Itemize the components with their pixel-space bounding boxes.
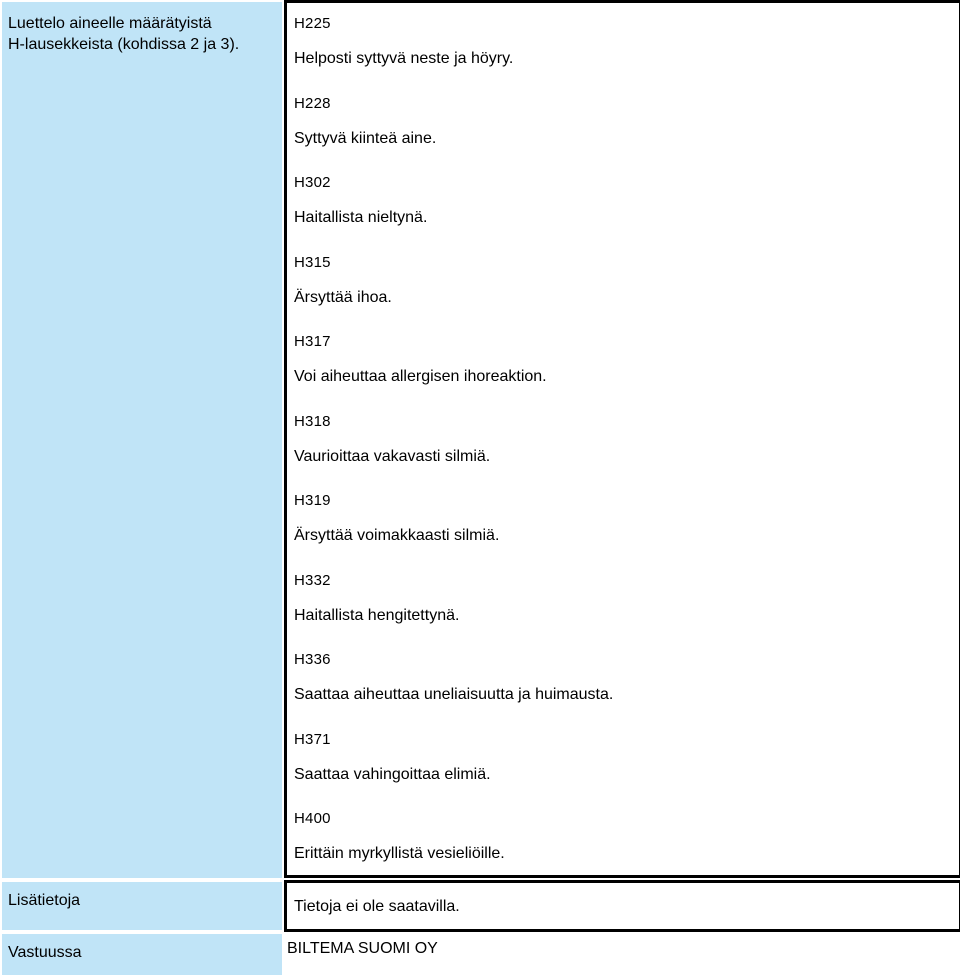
responsible-label: Vastuussa [2, 934, 282, 975]
hazard-statement-item [294, 731, 959, 811]
responsible-value: BILTEMA SUOMI OY [287, 940, 438, 957]
hazard-text: Ärsyttää voimakkaasti silmiä. [294, 527, 500, 544]
hazard-statement-item [294, 333, 959, 413]
hazard-code: H332 [294, 571, 331, 589]
hazard-statement-item [294, 15, 959, 95]
hazard-statement-item [294, 572, 959, 652]
hazard-code: H319 [294, 492, 331, 509]
hazard-statement-item [294, 810, 959, 890]
hazard-code: H371 [294, 730, 331, 748]
hazard-code: H228 [294, 94, 331, 112]
hazard-text: Erittäin myrkyllistä vesieliöille. [294, 845, 505, 862]
hazard-text: Haitallista nieltynä. [294, 209, 428, 226]
hazard-text: Voi aiheuttaa allergisen ihoreaktion. [294, 368, 547, 385]
hazard-text: Ärsyttää ihoa. [294, 288, 392, 306]
hazard-statement-item [294, 95, 959, 175]
hazard-text: Helposti syttyvä neste ja höyry. [294, 50, 514, 67]
hazard-text: Syttyvä kiinteä aine. [294, 129, 437, 147]
hazard-code: H318 [294, 412, 331, 430]
hazard-code: H317 [294, 333, 331, 350]
hazard-code: H336 [294, 651, 331, 668]
hazard-code: H315 [294, 253, 331, 271]
additional-info-box [284, 880, 960, 932]
hazard-text: Haitallista hengitettynä. [294, 606, 460, 624]
hazard-statement-item [294, 492, 959, 572]
hazard-label-line-2: H-lausekkeista (kohdissa 2 ja 3). [8, 36, 240, 53]
hazard-statements-label [2, 2, 282, 878]
hazard-statement-item [294, 413, 959, 493]
hazard-statement-item [294, 651, 959, 731]
hazard-statement-item [294, 174, 959, 254]
hazard-text: Saattaa aiheuttaa uneliaisuutta ja huimausta. [294, 686, 614, 703]
hazard-text: Saattaa vahingoittaa elimiä. [294, 765, 491, 783]
hazard-statement-item [294, 254, 959, 334]
additional-info-value: Tietoja ei ole saatavilla. [294, 898, 460, 915]
hazard-statement-list [287, 3, 959, 890]
hazard-code: H400 [294, 810, 331, 827]
hazard-label-line-1: Luettelo aineelle määrätyistä [8, 15, 212, 32]
additional-info-label: Lisätietoja [2, 882, 282, 930]
hazard-code: H225 [294, 15, 331, 32]
hazard-statements-box [284, 0, 960, 878]
hazard-text: Vaurioittaa vakavasti silmiä. [294, 447, 491, 465]
hazard-code: H302 [294, 174, 331, 191]
